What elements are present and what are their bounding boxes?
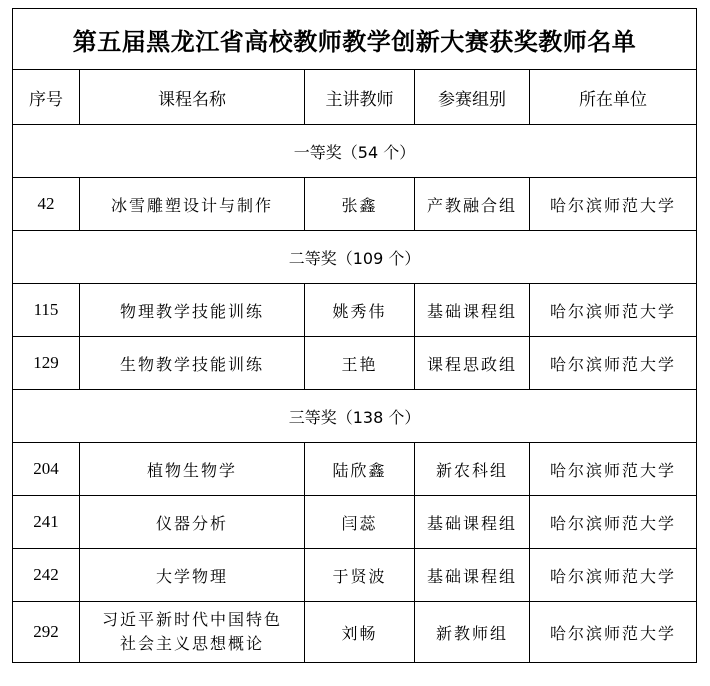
course-name-line-2: 社会主义思想概论 bbox=[119, 634, 264, 653]
course-name: 仪器分析 bbox=[80, 496, 305, 549]
course-name-line-1: 习近平新时代中国特色 bbox=[101, 610, 282, 629]
course-name bbox=[80, 602, 305, 663]
competition-group: 新农科组 bbox=[415, 443, 530, 496]
table-row bbox=[13, 549, 697, 602]
section-row-third-prize bbox=[13, 390, 697, 443]
course-name: 生物教学技能训练 bbox=[80, 337, 305, 390]
row-number: 129 bbox=[13, 337, 80, 390]
course-name: 物理教学技能训练 bbox=[80, 284, 305, 337]
competition-group: 基础课程组 bbox=[415, 549, 530, 602]
column-header-group: 参赛组别 bbox=[415, 70, 530, 125]
section-row-first-prize bbox=[13, 125, 697, 178]
institution: 哈尔滨师范大学 bbox=[530, 549, 697, 602]
row-number: 115 bbox=[13, 284, 80, 337]
table-row bbox=[13, 178, 697, 231]
column-header-course: 课程名称 bbox=[80, 70, 305, 125]
teacher-name: 闫蕊 bbox=[305, 496, 415, 549]
teacher-name: 于贤波 bbox=[305, 549, 415, 602]
institution: 哈尔滨师范大学 bbox=[530, 284, 697, 337]
row-number: 242 bbox=[13, 549, 80, 602]
teacher-name: 刘畅 bbox=[305, 602, 415, 663]
teacher-name: 姚秀伟 bbox=[305, 284, 415, 337]
table-row bbox=[13, 443, 697, 496]
table-row bbox=[13, 496, 697, 549]
award-list-table bbox=[12, 8, 697, 663]
column-header-unit: 所在单位 bbox=[530, 70, 697, 125]
section-label: 三等奖（138 个） bbox=[13, 390, 697, 443]
course-name: 冰雪雕塑设计与制作 bbox=[80, 178, 305, 231]
column-header-number: 序号 bbox=[13, 70, 80, 125]
competition-group: 基础课程组 bbox=[415, 496, 530, 549]
institution: 哈尔滨师范大学 bbox=[530, 602, 697, 663]
section-row-second-prize bbox=[13, 231, 697, 284]
institution: 哈尔滨师范大学 bbox=[530, 178, 697, 231]
institution: 哈尔滨师范大学 bbox=[530, 337, 697, 390]
section-label: 二等奖（109 个） bbox=[13, 231, 697, 284]
competition-group: 课程思政组 bbox=[415, 337, 530, 390]
institution: 哈尔滨师范大学 bbox=[530, 443, 697, 496]
institution: 哈尔滨师范大学 bbox=[530, 496, 697, 549]
table-row bbox=[13, 602, 697, 663]
column-header-teacher: 主讲教师 bbox=[305, 70, 415, 125]
section-label: 一等奖（54 个） bbox=[13, 125, 697, 178]
competition-group: 基础课程组 bbox=[415, 284, 530, 337]
table-title: 第五届黑龙江省高校教师教学创新大赛获奖教师名单 bbox=[13, 9, 697, 70]
row-number: 292 bbox=[13, 602, 80, 663]
title-row bbox=[13, 9, 697, 70]
teacher-name: 王艳 bbox=[305, 337, 415, 390]
row-number: 204 bbox=[13, 443, 80, 496]
table-row bbox=[13, 337, 697, 390]
competition-group: 产教融合组 bbox=[415, 178, 530, 231]
course-name: 大学物理 bbox=[80, 549, 305, 602]
teacher-name: 陆欣鑫 bbox=[305, 443, 415, 496]
table-row bbox=[13, 284, 697, 337]
header-row bbox=[13, 70, 697, 125]
row-number: 42 bbox=[13, 178, 80, 231]
row-number: 241 bbox=[13, 496, 80, 549]
teacher-name: 张鑫 bbox=[305, 178, 415, 231]
competition-group: 新教师组 bbox=[415, 602, 530, 663]
course-name: 植物生物学 bbox=[80, 443, 305, 496]
